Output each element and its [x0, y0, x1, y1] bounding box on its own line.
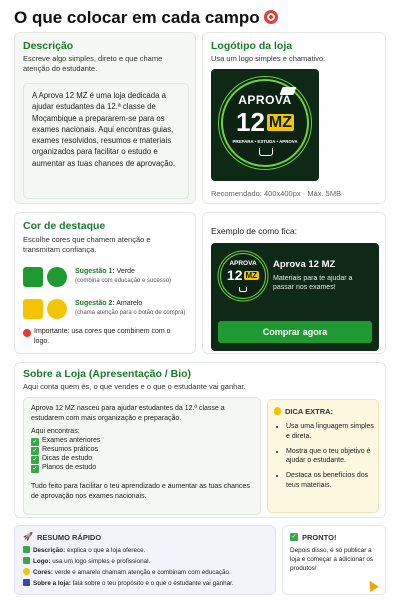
pronto-panel	[282, 525, 386, 595]
logo-icon	[23, 557, 30, 564]
logo-circle	[221, 79, 309, 167]
sobre-list-title: Aqui encontras:	[31, 428, 80, 435]
yellow-swatch-square	[23, 299, 43, 319]
dica-list	[274, 422, 374, 496]
preview-logo-circle	[220, 253, 266, 299]
sobre-heading: Sobre a Loja (Apresentação / Bio)	[23, 368, 192, 380]
resumo-row-label: Logo:	[33, 558, 51, 565]
logo-mz-badge: MZ	[268, 114, 293, 131]
resumo-row	[23, 568, 231, 578]
yellow-swatch-circle	[47, 299, 67, 319]
target-icon	[264, 10, 278, 24]
descricao-text-box	[23, 83, 189, 199]
preview-store-name: Aprova 12 MZ	[273, 259, 336, 270]
logotipo-heading: Logótipo da loja	[211, 40, 293, 52]
suggestion-1-label: Sugestão 1:	[75, 268, 115, 275]
sobre-intro: Aprova 12 MZ nasceu para ajudar estudantes da 12.ª classe a estudarem com mais organização e preparação.	[31, 405, 225, 422]
resumo-row	[23, 546, 145, 556]
lightbulb-icon	[274, 407, 281, 415]
suggestion-1	[75, 267, 135, 277]
cor-panel	[14, 212, 196, 354]
party-popper-icon	[365, 578, 379, 592]
sobre-item	[31, 463, 96, 473]
suggestion-1-value: Verde	[116, 268, 135, 275]
logo-num-text: 12	[235, 107, 265, 137]
exemplo-panel	[202, 212, 386, 354]
descricao-text: A Aprova 12 MZ é uma loja dedicada a ajudar estudantes da 12.ª classe de Moçambique a prepararem-se para os exames nacionais. Aqui encontras guias, exames resolvidos, resumos e materiais organizados para facilitar o estudo e aumentar as tuas chances de aprovação.	[32, 91, 176, 168]
rocket-icon: 🚀	[23, 532, 33, 541]
page-title	[14, 8, 278, 28]
preview-book-icon	[239, 287, 247, 292]
resumo-row-text: usa um logo simples e profissional.	[52, 558, 151, 565]
suggestion-2-note: (chama atenção para o botão de compra)	[75, 310, 186, 316]
logotipo-subtitle: Usa um logo simples e chamativo.	[211, 54, 326, 63]
sobre-text-box	[23, 397, 261, 515]
page-title-text: O que colocar em cada campo	[14, 8, 260, 27]
check-icon: ✓	[32, 448, 38, 454]
sobre-outro: Tudo feito para facilitar o teu aprendizado e aumentar as tuas chances de aprovação nos exames nacionais.	[31, 483, 250, 500]
resumo-row-label: Cores:	[33, 569, 53, 576]
pronto-heading: PRONTO!	[302, 533, 337, 542]
exemplo-heading: Exemplo de como fica:	[211, 226, 297, 236]
suggestion-2-label: Sugestão 2:	[75, 300, 115, 307]
dica-item: • Destaca os benefícios dos teus materiais.	[286, 471, 374, 491]
resumo-row-text: verde e amarelo chamam atenção e combinam com educação.	[54, 569, 231, 576]
resumo-panel	[14, 525, 276, 595]
check-icon: ✓	[32, 457, 38, 463]
resumo-row-label: Descrição:	[33, 547, 66, 554]
preview-logo-top: APROVA	[229, 260, 257, 267]
preview-store-desc: Materiais para te ajudar a passar nos exames!	[273, 275, 353, 292]
logo-recommendation: Recomendado: 400x400px · Máx. 5MB	[211, 189, 342, 198]
store-icon	[23, 579, 30, 586]
preview-logo-num: 12	[226, 267, 243, 283]
resumo-row-text: explica o que a loja oferece.	[66, 547, 146, 554]
sobre-subtitle: Aqui conta quem és, o que vendes e o que o estudante vai ganhar.	[23, 382, 246, 391]
resumo-row	[23, 557, 150, 567]
sobre-item-text: Planos de estudo	[42, 464, 97, 471]
resumo-row-label: Sobre a loja:	[33, 580, 71, 587]
pronto-text: Depois disso, é só publicar a loja e começar a adicionar os produtos!	[290, 547, 374, 572]
important-dot-icon	[23, 329, 31, 337]
sobre-panel	[14, 362, 386, 518]
logo-tagline: PREPARA • ESTUDA • APROVA	[232, 139, 298, 144]
descricao-heading: Descrição	[23, 40, 74, 52]
check-icon: ✓	[32, 466, 38, 472]
descricao-panel	[14, 32, 196, 204]
descricao-subtitle: Escreve algo simples, direto e que chame atenção do estudante.	[23, 54, 163, 74]
green-swatch-circle	[47, 267, 67, 287]
dica-box	[267, 399, 379, 513]
suggestion-1-note: (combina com educação e sucesso)	[75, 278, 172, 284]
cor-heading: Cor de destaque	[23, 220, 106, 232]
green-swatch-square	[23, 267, 43, 287]
resumo-row-text: fala sobre o teu propósito e o que o estudante vai ganhar.	[72, 580, 234, 587]
preview-logo-mz: MZ	[245, 271, 258, 280]
important-note: Importante: usa cores que combinem com o logo.	[34, 328, 171, 345]
cor-subtitle: Escolhe cores que chamem atenção e transmitam confiança.	[23, 235, 151, 255]
logo-number	[223, 108, 307, 137]
buy-now-button[interactable]: Comprar agora	[218, 321, 372, 343]
description-icon	[23, 546, 30, 553]
logo-top-text: APROVA	[238, 93, 292, 107]
store-logo	[211, 69, 319, 181]
star-icon	[23, 568, 30, 575]
resumo-row	[23, 579, 234, 589]
dica-item: • Mostra que o teu objetivo é ajudar o estudante.	[286, 447, 374, 467]
sobre-item-text: Dicas de estudo	[42, 455, 93, 462]
suggestion-2	[75, 299, 142, 309]
book-icon	[259, 148, 273, 156]
preview-logo-number	[221, 268, 265, 283]
sobre-item-text: Exames anteriores	[42, 437, 101, 444]
check-icon: ✓	[32, 439, 38, 445]
check-box-icon: ✓	[291, 534, 297, 540]
resumo-heading: RESUMO RÁPIDO	[37, 533, 102, 542]
logotipo-panel	[202, 32, 386, 204]
suggestion-2-value: Amarelo	[116, 300, 143, 307]
dica-item: • Usa uma linguagem simples e direta.	[286, 422, 374, 442]
sobre-item-text: Resumos práticos	[42, 446, 99, 453]
dica-heading: DICA EXTRA:	[285, 407, 334, 416]
store-preview-card	[211, 243, 379, 351]
